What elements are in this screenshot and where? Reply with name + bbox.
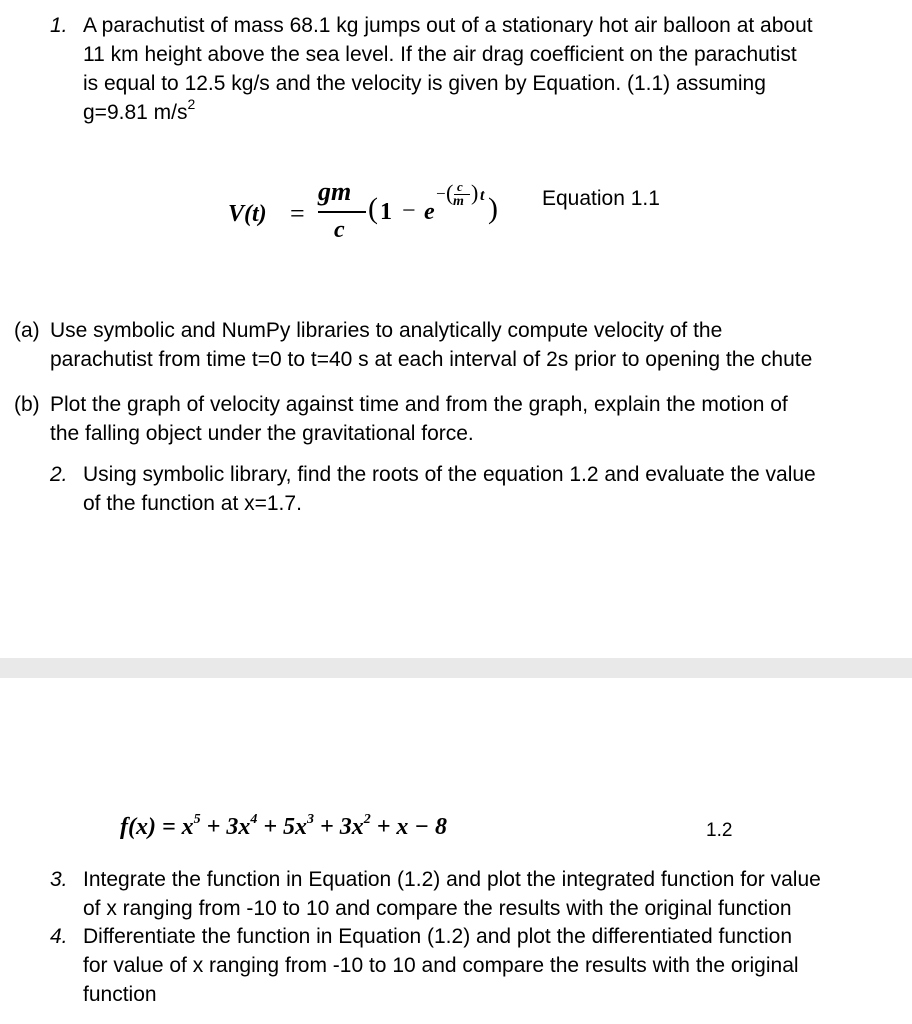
question-4-line-2: for value of x ranging from -10 to 10 and compare the results with the original bbox=[83, 954, 799, 977]
equation-1-1 bbox=[228, 175, 688, 255]
question-1-line-1: A parachutist of mass 68.1 kg jumps out of a stationary hot air balloon at about bbox=[83, 14, 813, 37]
fraction-bar bbox=[318, 211, 366, 213]
question-4-line-3: function bbox=[83, 983, 157, 1006]
question-1b-marker: (b) bbox=[14, 393, 40, 416]
fraction-numerator: gm bbox=[318, 177, 352, 206]
close-paren: ) bbox=[488, 192, 498, 225]
question-1b bbox=[14, 390, 878, 448]
equation-lhs: V(t) bbox=[228, 201, 267, 227]
equation-equals: = bbox=[290, 199, 305, 228]
question-1 bbox=[50, 11, 880, 127]
question-2-line-2: of the function at x=1.7. bbox=[83, 492, 302, 515]
question-1a bbox=[14, 316, 878, 374]
exponent-numerator: c bbox=[457, 179, 463, 194]
superscript-2: 2 bbox=[187, 96, 196, 112]
exponent-denominator: m bbox=[453, 194, 464, 209]
question-2-number: 2. bbox=[50, 463, 68, 486]
exponent-minus: − bbox=[436, 184, 446, 203]
equation-1-2-expression: $f(x) = x^5 + 3x^4 + 5x^3 + 3x^2 + x - 8$ bbox=[120, 812, 447, 840]
exponent-close-paren: ) bbox=[471, 180, 479, 205]
question-4 bbox=[50, 922, 880, 1009]
exponent-t: t bbox=[480, 187, 485, 204]
open-paren: ( bbox=[368, 192, 378, 225]
question-1a-line-1: Use symbolic and NumPy libraries to analytically compute velocity of the bbox=[50, 319, 723, 342]
equation-label: Equation 1.1 bbox=[542, 187, 660, 210]
question-1-line-2: 11 km height above the sea level. If the air drag coefficient on the parachutist bbox=[83, 43, 797, 66]
question-3 bbox=[50, 865, 880, 923]
question-3-line-2: of x ranging from -10 to 10 and compare the results with the original function bbox=[83, 897, 792, 920]
equation-1-2 bbox=[120, 814, 760, 850]
question-1a-line-2: parachutist from time t=0 to t=40 s at each interval of 2s prior to opening the chute bbox=[50, 348, 813, 371]
equation-minus: − bbox=[402, 198, 416, 224]
question-1-number: 1. bbox=[50, 14, 68, 37]
question-1a-marker: (a) bbox=[14, 319, 40, 342]
question-1b-line-2: the falling object under the gravitational force. bbox=[50, 422, 474, 445]
question-3-number: 3. bbox=[50, 868, 68, 891]
equation-one: 1 bbox=[380, 199, 392, 225]
question-3-line-1: Integrate the function in Equation (1.2) and plot the integrated function for value bbox=[83, 868, 821, 891]
equation-1-2-label: 1.2 bbox=[706, 820, 733, 841]
exponent-open-paren: ( bbox=[446, 180, 454, 205]
fraction-denominator: c bbox=[334, 217, 345, 243]
question-2-line-1: Using symbolic library, find the roots of the equation 1.2 and evaluate the value bbox=[83, 463, 816, 486]
question-1b-line-1: Plot the graph of velocity against time and from the graph, explain the motion of bbox=[50, 393, 788, 416]
question-1-line-3: is equal to 12.5 kg/s and the velocity is given by Equation. (1.1) assuming bbox=[83, 72, 766, 95]
euler-e: e bbox=[424, 199, 435, 225]
question-2 bbox=[50, 460, 880, 518]
page-separator-band bbox=[0, 658, 912, 678]
question-4-line-1: Differentiate the function in Equation (1.2) and plot the differentiated function bbox=[83, 925, 793, 948]
question-4-number: 4. bbox=[50, 925, 68, 948]
question-1-line-4: g=9.81 $m/s^2$ bbox=[83, 96, 196, 124]
